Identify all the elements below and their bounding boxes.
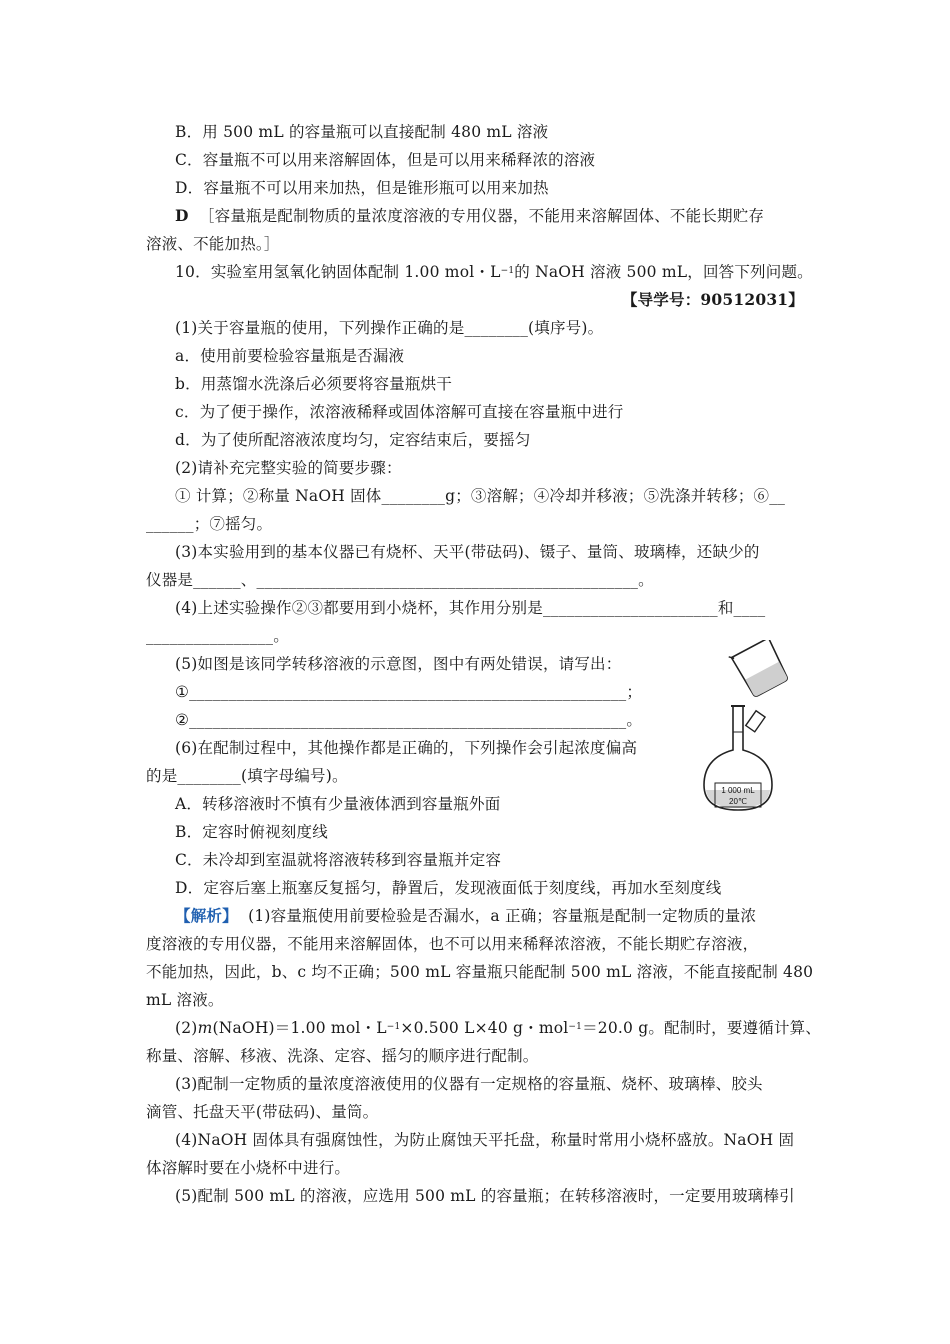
part5-blank-1: ①_______________________________________________________； [175,683,643,701]
part5-blank-2: ②_______________________________________________________。 [175,711,643,729]
part1-option-c: c．为了便于操作，浓溶液稀释或固体溶解可直接在容量瓶中进行 [175,403,624,421]
part3-question: (3)本实验用到的基本仪器已有烧杯、天平(带砝码)、镊子、量筒、玻璃棒，还缺少的 [175,543,760,561]
analysis-1-text: (1)容量瓶使用前要检验是否漏水，a 正确；容量瓶是配制一定物质的量浓 [248,907,757,925]
analysis-2-sup-2: −1 [568,1022,583,1032]
analysis-2-num: (2) [175,1019,198,1037]
part1-question: (1)关于容量瓶的使用，下列操作正确的是________(填序号)。 [175,319,604,337]
flask-volume-label: 1 000 mL [721,786,755,795]
analysis-5: (5)配制 500 mL 的溶液，应选用 500 mL 的容量瓶；在转移溶液时，一定要用玻璃棒引 [175,1187,795,1205]
part6-option-d: D．定容后塞上瓶塞反复摇匀，静置后，发现液面低于刻度线，再加水至刻度线 [175,879,722,897]
q10-stem [175,261,813,283]
analysis-2-part-b: (NaOH)＝1.00 mol・L [212,1019,387,1037]
part2-question: (2)请补充完整实验的简要步骤： [175,459,402,477]
q9-answer [175,205,764,227]
q9-option-d: D．容量瓶不可以用来加热，但是锥形瓶可以用来加热 [175,179,549,197]
analysis-3-cont: 滴管、托盘天平(带砝码)、量筒。 [146,1103,379,1121]
part3-question-cont: 仪器是______、________________________________________________。 [146,571,654,589]
analysis-1 [175,905,756,927]
analysis-1-cont-2: 不能加热，因此，b、c 均不正确；500 mL 容量瓶只能配制 500 mL 溶液，不能直接配制 480 [146,963,814,981]
part2-steps: ① 计算；②称量 NaOH 固体________g；③溶解；④冷却并移液；⑤洗涤并转移；⑥__ [175,487,786,505]
analysis-1-cont-1: 度溶液的专用仪器，不能用来溶解固体，也不可以用来稀释浓溶液，不能长期贮存溶液， [146,935,759,953]
transfer-solution-figure [700,640,810,815]
part1-option-d: d．为了使所配溶液浓度均匀，定容结束后，要摇匀 [175,431,531,449]
part2-steps-cont: ______；⑦摇匀。 [146,515,273,533]
part6-option-b: B．定容时俯视刻度线 [175,823,328,841]
q9-answer-text: ［容量瓶是配制物质的量浓度溶液的专用仪器，不能用来溶解固体、不能长期贮存 [198,207,765,225]
analysis-tag: 【解析】 [175,906,238,925]
part4-question: (4)上述实验操作②③都要用到小烧杯，其作用分别是______________________和____ [175,599,766,617]
q9-option-b: B．用 500 mL 的容量瓶可以直接配制 480 mL 溶液 [175,123,549,141]
q9-answer-letter: D [175,206,189,225]
analysis-2-part-d: ＝20.0 g。配制时，要遵循计算、 [582,1019,822,1037]
q10-stem-sup: −1 [500,266,515,276]
beaker-icon [729,640,790,699]
part4-question-cont: ________________。 [146,627,289,645]
part6-question-cont: 的是________(填字母编号)。 [146,767,348,785]
part6-option-a: A．转移溶液时不慎有少量液体洒到容量瓶外面 [175,795,501,813]
analysis-1-cont-3: mL 溶液。 [146,991,224,1009]
flask-temperature-label: 20℃ [729,797,747,806]
part6-question: (6)在配制过程中，其他操作都是正确的，下列操作会引起浓度偏高 [175,739,638,757]
analysis-4-cont: 体溶解时要在小烧杯中进行。 [146,1159,351,1177]
stopper-icon [746,711,765,732]
part5-question: (5)如图是该同学转移溶液的示意图，图中有两处错误，请写出： [175,655,622,673]
guide-number: 【导学号：90512031】 [621,290,804,309]
analysis-2 [175,1017,821,1039]
q9-option-c: C．容量瓶不可以用来溶解固体，但是可以用来稀释浓的溶液 [175,151,596,169]
analysis-4: (4)NaOH 固体具有强腐蚀性，为防止腐蚀天平托盘，称量时常用小烧杯盛放。NaOH 固 [175,1131,795,1149]
analysis-3: (3)配制一定物质的量浓度溶液使用的仪器有一定规格的容量瓶、烧杯、玻璃棒、胶头 [175,1075,763,1093]
analysis-2-part-c: ×0.500 L×40 g・mol [400,1019,569,1037]
q10-stem-b: 的 NaOH 溶液 500 mL，回答下列问题。 [514,263,813,281]
q10-stem-a: 10．实验室用氢氧化钠固体配制 1.00 mol・L [175,263,501,281]
part1-option-b: b．用蒸馏水洗涤后必须要将容量瓶烘干 [175,375,453,393]
analysis-2-cont: 称量、溶解、移液、洗涤、定容、摇匀的顺序进行配制。 [146,1047,539,1065]
part1-option-a: a．使用前要检验容量瓶是否漏液 [175,347,405,365]
q9-answer-cont: 溶液、不能加热。］ [146,235,280,253]
analysis-2-sup-1: −1 [386,1022,401,1032]
part6-option-c: C．未冷却到室温就将溶液转移到容量瓶并定容 [175,851,502,869]
analysis-2-mass-symbol: m [197,1019,213,1037]
